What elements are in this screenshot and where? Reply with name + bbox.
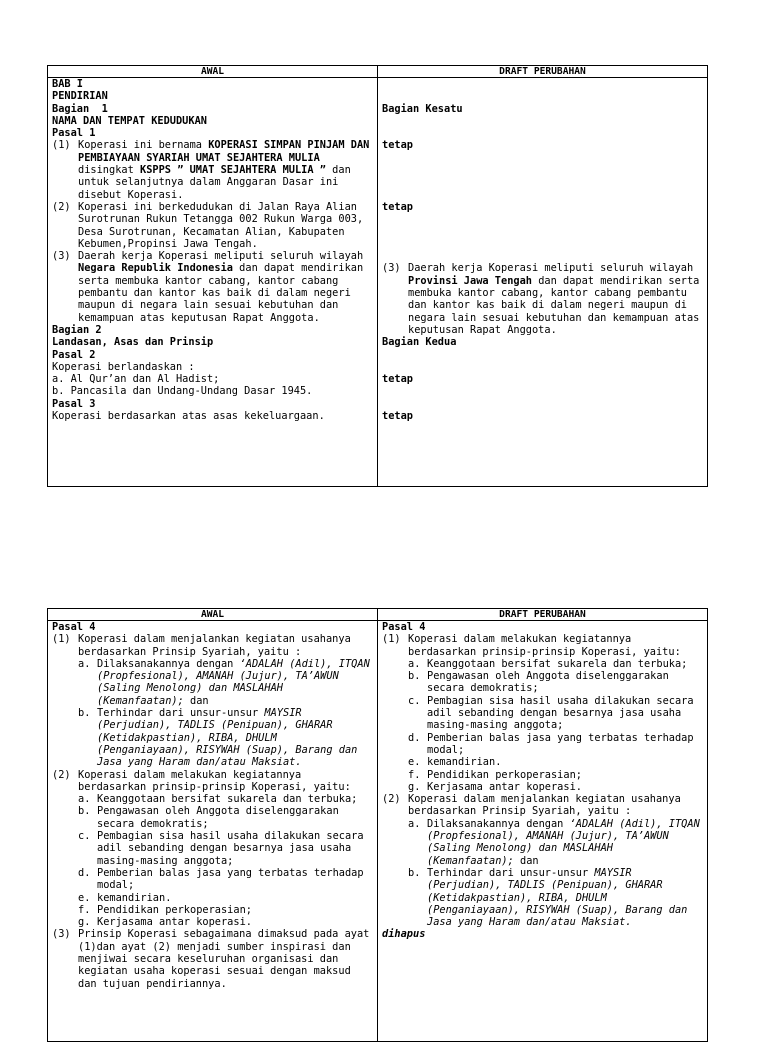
principles-list [382,658,703,793]
sub-label: c. [78,830,91,843]
header-draft-perubahan: DRAFT PERUBAHAN [378,609,708,621]
list-item [52,805,373,830]
bagian-kesatu-heading: Bagian Kesatu [382,102,463,115]
awal-column [48,621,378,1042]
pasal-1-heading: Pasal 1 [52,127,96,140]
text-part: Daerah kerja Koperasi meliputi seluruh wilayah [408,262,694,275]
pasal-4-ayat-3 [52,928,373,989]
ayat-text: Koperasi dalam menjalankan kegiatan usahanya berdasarkan Prinsip Syariah, yaitu : [408,793,681,818]
sub-label: b. [78,805,91,818]
draft-column [378,621,708,1042]
ayat-label: (3) [382,262,401,275]
header-awal: AWAL [48,609,378,621]
pasal-4-ayat-2 [52,769,373,794]
ayat-text [408,262,703,336]
pasal-4-ayat-2-draft [382,793,703,818]
region-name: Negara Republik Indonesia [78,262,233,275]
sub-text: Keanggotaan bersifat sukarela dan terbuka; [97,793,358,806]
text-part: Dilaksanakannya dengan [427,817,570,830]
text-part: dan untuk selanjutnya dalam Anggaran Dasar ini disebut Koperasi. [78,164,351,201]
sub-label: a. [408,657,421,670]
list-item [52,830,373,867]
text-part: Terhindar dari unsur-unsur [427,866,595,879]
pasal-1-ayat-3 [52,250,373,324]
sub-item [52,707,373,768]
bab-heading: BAB I [52,78,83,90]
sub-text: kemandirian. [427,756,502,769]
prohibited-elements-text: MAYSIR (Perjudian), TADLIS (Penipuan), GHARAR (Ketidakpastian), RIBA, DHULM (Penganiayaan), RISYWAH (Suap), Barang dan Jasa yang Haram dan/atau Maksiat. [97,707,358,769]
principles-text: ‘ADALAH (Adil), ITQAN (Propfesional), AMANAH (Jujur), TA’AWUN (Saling Menolong) dan MASLAHAH (Kemanfaatan); [427,817,700,867]
tetap-label: tetap [382,410,413,423]
pasal-4-ayat-1 [52,633,373,658]
sub-label: e. [78,891,91,904]
sub-label: b. [408,670,421,683]
ayat-label: (3) [52,928,71,941]
sub-label: b. [78,707,91,720]
ayat-label: (3) [52,250,71,263]
list-item [52,793,373,805]
sub-text: Pemberian balas jasa yang terbatas terhadap modal; [97,866,364,892]
list-item [52,916,373,928]
sub-text: Pembagian sisa hasil usaha dilakukan secara adil sebanding dengan besarnya jasa usaha masing-masing anggota; [427,694,694,732]
principles-list [52,793,373,928]
header-awal: AWAL [48,66,378,78]
sub-text [97,707,373,768]
sub-text [427,867,703,928]
list-item: b. Pancasila dan Undang-Undang Dasar 1945. [52,385,313,398]
bagian-heading: Bagian 1 [52,102,108,115]
pasal-4-heading: Pasal 4 [382,621,426,633]
text-part: dan dapat mendirikan serta membuka kantor cabang, kantor cabang pembantu dan kantor kas baik di dalam negeri maupun di negara lain sesuai kebutuhan dan kemampuan atas keputusan Rapat Anggota. [78,262,364,324]
list-item [52,904,373,916]
sub-text: Keanggotaan bersifat sukarela dan terbuka; [427,657,688,670]
comparison-table-2 [47,608,708,1042]
bagian-2-title: Landasan, Asas dan Prinsip [52,336,214,349]
header-draft-perubahan: DRAFT PERUBAHAN [378,66,708,78]
ayat-label: (1) [52,139,71,152]
tetap-label: tetap [382,139,413,152]
sub-label: a. [408,817,421,830]
sub-item [52,658,373,707]
pasal-1-ayat-1 [52,139,373,200]
sub-label: a. [78,793,91,806]
text-part: disingkat [78,164,140,177]
sub-label: c. [408,694,421,707]
sub-label: g. [408,780,421,793]
ayat-text [78,139,373,200]
ayat-text: Koperasi dalam melakukan kegiatannya berdasarkan prinsip-prinsip Koperasi, yaitu: [408,633,681,658]
pasal-2-text: Koperasi berlandaskan : [52,360,195,373]
sub-label: f. [78,903,91,916]
text-part: Terhindar dari unsur-unsur [97,707,265,720]
sub-item [382,818,703,867]
pasal-3-text: Koperasi berdasarkan atas asas kekeluargaan. [52,410,325,423]
bagian-title: NAMA DAN TEMPAT KEDUDUKAN [52,114,207,127]
prohibited-elements-text: MAYSIR (Perjudian), TADLIS (Penipuan), GHARAR (Ketidakpastian), RIBA, DHULM (Penganiayaan), RISYWAH (Suap), Barang dan Jasa yang Haram dan/atau Maksiat. [427,866,688,929]
ayat-label: (1) [52,633,71,646]
dihapus-label: dihapus [382,928,426,941]
sub-text: Kerjasama antar koperasi. [427,780,582,793]
draft-column [378,78,708,487]
ayat-label: (2) [382,793,401,806]
pasal-1-ayat-2 [52,201,373,250]
sub-label: d. [78,866,91,879]
sub-label: g. [78,916,91,929]
comparison-table-1 [47,65,708,487]
sub-label: b. [408,866,421,879]
list-item [382,732,703,757]
awal-column [48,78,378,487]
pasal-2-heading: Pasal 2 [52,348,96,361]
sub-label: a. [78,657,91,670]
ayat-text: Koperasi dalam menjalankan kegiatan usahanya berdasarkan Prinsip Syariah, yaitu : [78,633,351,658]
text-part: dan [183,694,209,707]
sub-text: Pengawasan oleh Anggota diselenggarakan secara demokratis; [427,670,669,695]
sub-text: Pendidikan perkoperasian; [97,903,252,916]
tetap-label: tetap [382,200,413,213]
sub-text: Pendidikan perkoperasian; [427,768,582,781]
ayat-label: (2) [52,200,71,213]
list-item [52,867,373,892]
ayat-text [78,250,373,324]
region-name: Provinsi Jawa Tengah [408,274,532,287]
text-part: Koperasi ini bernama [78,139,209,152]
text-part: Dilaksanakannya dengan [97,657,240,670]
pasal-1-ayat-3-draft [382,262,703,336]
sub-label: d. [408,731,421,744]
text-part: dan dapat mendirikan serta membuka kantor cabang, kantor cabang pembantu dan kantor kas baik di dalam negeri maupun di negara lain sesuai kebutuhan dan kemampuan atas keputusan Rapat Anggota. [408,274,700,336]
sub-text: Kerjasama antar koperasi. [97,916,252,929]
list-item: a. Al Qur’an dan Al Hadist; [52,373,220,386]
list-item [382,658,703,670]
list-item [382,769,703,781]
list-item [382,695,703,732]
sub-item [382,867,703,928]
sub-text: Pengawasan oleh Anggota diselenggarakan secara demokratis; [97,805,339,830]
list-item [382,670,703,695]
tetap-label: tetap [382,373,413,386]
list-item [382,781,703,793]
ayat-label: (1) [382,633,401,646]
sub-text: Pembagian sisa hasil usaha dilakukan secara adil sebanding dengan besarnya jasa usaha masing-masing anggota; [97,830,364,867]
ayat-text: Prinsip Koperasi sebagaimana dimaksud pada ayat (1)dan ayat (2) menjadi sumber inspirasi dan menjiwai secara keseluruhan organisasi dan kegiatan usaha koperasi sesuai dengan maksud dan tujuan pendiriannya. [78,928,370,990]
pasal-4-heading: Pasal 4 [52,621,96,633]
pasal-4-ayat-1-draft [382,633,703,658]
sub-label: e. [408,756,421,769]
text-part: dan [513,854,539,867]
bagian-2-heading: Bagian 2 [52,323,102,336]
sub-text [97,658,373,707]
list-item [382,756,703,768]
chapter-title: PENDIRIAN [52,90,108,103]
text-part: Daerah kerja Koperasi meliputi seluruh wilayah [78,250,364,263]
list-item [52,892,373,904]
sub-text: kemandirian. [97,891,172,904]
sub-label: f. [408,768,421,781]
bagian-kedua-heading: Bagian Kedua [382,336,457,349]
pasal-3-heading: Pasal 3 [52,397,96,410]
ayat-text: Koperasi dalam melakukan kegiatannya berdasarkan prinsip-prinsip Koperasi, yaitu: [78,768,351,793]
sub-text: Pemberian balas jasa yang terbatas terhadap modal; [427,731,694,756]
ayat-text: Koperasi ini berkedudukan di Jalan Raya Alian Surotrunan Rukun Tetangga 002 Rukun Warga 003, Desa Surotrunan, Kecamatan Alian, Kabupaten Kebumen,Propinsi Jawa Tengah. [78,200,364,250]
koperasi-abbreviation: KSPPS ” UMAT SEJAHTERA MULIA ” [140,164,326,177]
koperasi-name: KOPERASI SIMPAN PINJAM DAN PEMBIAYAAN SYARIAH UMAT SEJAHTERA MULIA [78,139,370,164]
sub-text [427,818,703,867]
principles-text: ‘ADALAH (Adil), ITQAN (Propfesional), AMANAH (Jujur), TA’AWUN (Saling Menolong) dan MASLAHAH (Kemanfaatan); [97,657,370,707]
ayat-label: (2) [52,768,71,781]
